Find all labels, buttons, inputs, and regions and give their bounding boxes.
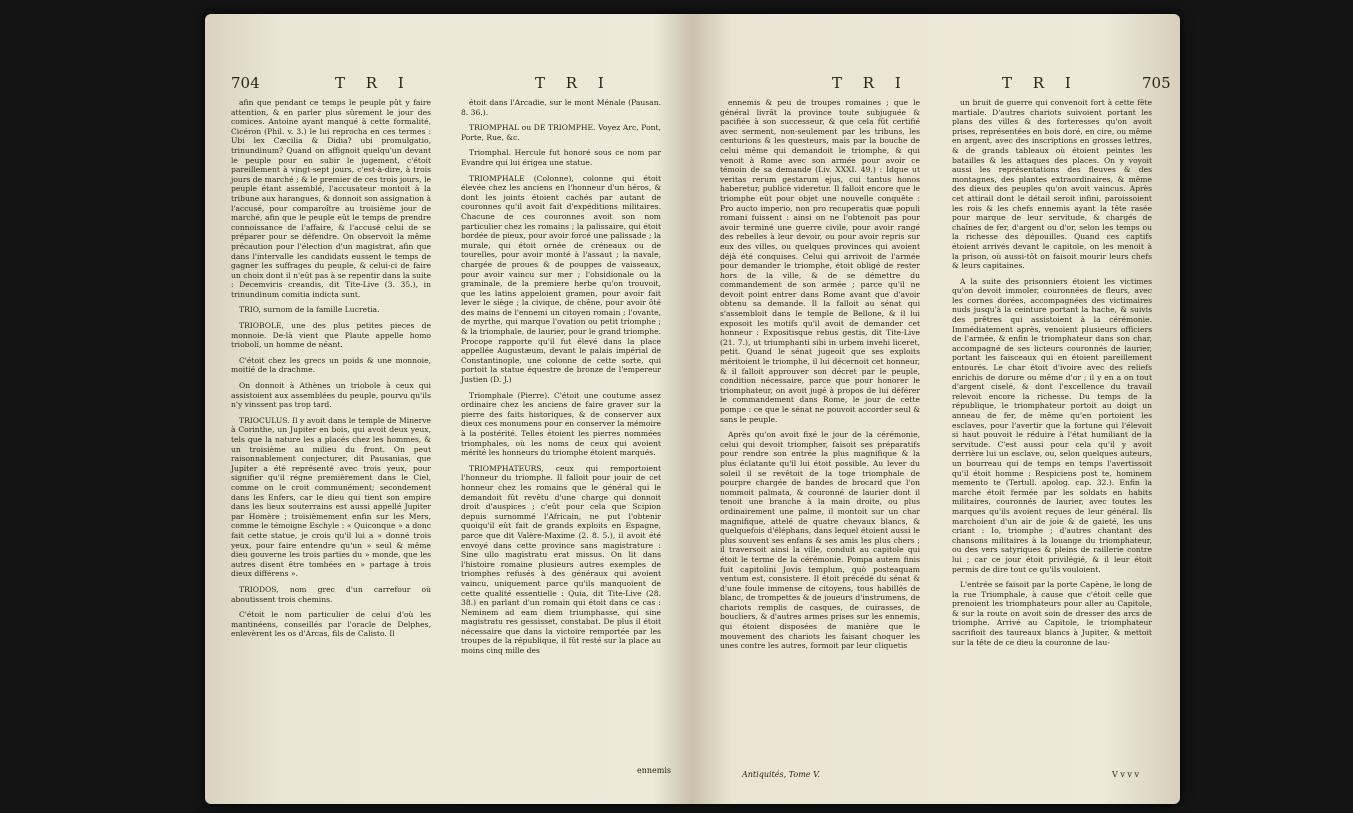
paragraph: Triomphale (Pierre). C'étoit une coutume assez ordinaire chez les anciens de faire graver sur la pierre des faits historiques, & de conserver aux dieux ces monumens pour en conserver la mémoire à la postérité. Telles étoient les pierres nommées triomphales, où les noms de ceux qui avoient mérité les honneurs du triomphe étoient marqués. [461, 390, 661, 458]
paragraph: TRIODOS, nom grec d'un carrefour où aboutissent trois chemins. [231, 584, 431, 604]
left-column-2 [461, 98, 661, 662]
catchword: ennemis [637, 766, 672, 775]
paragraph: C'étoit le nom particulier de celui d'où les mantinéens, conseillés par l'oracle de Delphes, enlevèrent les os d'Arcas, fils de Calisto. Il [231, 610, 431, 639]
left-page [205, 14, 683, 804]
right-header-2: T R I [1002, 74, 1079, 92]
paragraph: afin que pendant ce temps le peuple pût y faire attention, & en parler plus sûrement le jour des comices. Antoine ayant manqué à cette formalité, Cicéron (Phil. v. 3.) le lui reprocha en ces termes : Ubi lex Cæcilia & Didia? ubi promulgatio, trinundinum? Quand on affignoit quelqu'un devant le peuple pour en subir le jugement, c'étoit pareillement à vingt-sept jours, c'est-à-dire, à trois jours de marché ; & le premier de ces trois jours, le peuple étant assemblé, l'accusateur montoit à la tribune aux harangues, & donnoit son assignation à l'accusé, pour comparoître au troisième jour de marché, afin que le peuple eût le temps de prendre connoissance de l'affaire, & l'accusé celui de se préparer pour se défendre. On observoit la même précaution pour l'élection d'un magistrat, afin que dans l'intervalle les candidats eussent le temps de gagner les suffrages du peuple, & celui-ci de faire un choix dont il n'eût pas à se repentir dans la suite : Decemviris creandis, dit Tite-Live (3. 35.), in trinundinum comitia indicta sunt. [231, 98, 431, 299]
left-page-number: 704 [231, 74, 260, 92]
book-spread [205, 14, 1180, 804]
paragraph: ennemis & peu de troupes romaines ; que le général livrât la province toute subjuguée & pacifiée à son successeur, & que cela fût certifié avec serment, non-seulement par les tribuns, les centurions & les questeurs, mais par la bouche de celui même qui demandoit le triomphe, & qui venoit à Rome avec son armée pour avoir ce témoin de sa demande (Liv. XXXI. 49.) : Idque ut veritas rerum gestarum ejus, cui tantus honos haberetur, publicè videretur. Il falloit encore que le triomphe eût pour objet une nouvelle conquête : Pro aucto imperio, non pro recuperatis quæ populi romani fuissent : ainsi on ne l'obtenoit pas pour avoir terminé une guerre civile, pour avoir rangé des rebelles à leur devoir, ou pour avoir repris sur eux des villes, ou quelques provinces qui avoient déjà été conquises. Celui qui arrivoit de l'armée pour demander le triomphe, étoit obligé de rester hors de la ville, & de se démettre du commandement de son armée ; parce qu'il ne devoit point entrer dans Rome avant que d'avoir obtenu sa demande. Il la falloit au sénat qui s'assembloit dans le temple de Bellone, & il lui exposoit les motifs qu'il avoit de demander cet honneur : Expositisque rebus gestis, dit Tite-Live (21. 7.), ut triumphanti sibi in urbem invehi liceret, petit. Quand le sénat jugeoit que ses exploits méritoient le triomphe, il lui décernoit cet honneur, & il falloit approuver son décret par le peuple, condition nécessaire, parce que pour honorer le triomphateur, on avoit jugé à propos de lui déférer le commandement dans Rome, le jour de cette pompe : ce que le sénat ne pouvoit accorder seul & sans le peuple. [720, 98, 920, 424]
paragraph: L'entrée se faisoit par la porte Capène, le long de la rue Triomphale, à cause que c'étoit celle que prenoient les triomphateurs pour aller au Capitole, & sur la route on avoit soin de dresser des arcs de triomphe. Arrivé au Capitole, le triomphateur sacrifioit des taureaux blancs à Jupiter, & mettoit sur la tête de ce dieu la couronne de lau- [952, 580, 1152, 647]
paragraph: TRIOMPHAL ou DE TRIOMPHE. Voyez Arc, Pont, Porte, Rue, &c. [461, 123, 661, 142]
left-header-2: T R I [535, 74, 612, 92]
signature-mark: V v v v [1112, 770, 1139, 779]
paragraph: On donnoit à Athènes un triobole à ceux qui assistoient aux assemblées du peuple, pourvu qu'ils n'y vinssent pas trop tard. [231, 381, 431, 410]
right-page [702, 14, 1180, 804]
paragraph: TRIO, surnom de la famille Lucretia. [239, 305, 380, 315]
footer-title: Antiquités, Tome V. [742, 770, 820, 779]
left-header-1: T R I [335, 74, 412, 92]
right-column-2 [952, 98, 1152, 653]
right-column-1 [720, 98, 920, 657]
paragraph: TRIOMPHATEURS, ceux qui remportoient l'honneur du triomphe. Il falloit pour jouir de cet honneur chez les romains que le général qui le demandoit fût revêtu d'une charge qui donnoit droit d'auspices ; c'eût pour cela que Scipion depuis surnommé l'Africain, ne put l'obtenir quoiqu'il eût fait de grands exploits en Espagne, parce que dit Valère-Maxime (2. 8. 5.), il avoit été envoyé dans cette province sans magistrature : Sine ullo magistratu erat missus. On lit dans l'histoire romaine plusieurs autres exemples de triomphes refusés à des généraux qui avoient vaincu, uniquement parce qu'ils manquoient de cette qualité essentielle : Quia, dit Tite-Live (28. 38.) en parlant d'un romain qui étoit dans ce cas : Neminem ad eam diem triumphasse, qui sine magistratu res gessisset, constabat. De plus il étoit nécessaire que dans la victoire remportée par les troupes de la république, il fût resté sur la place au moins cinq mille des [461, 463, 661, 656]
paragraph: TRIOCULUS. Il y avoit dans le temple de Minerve à Corinthe, un Jupiter en bois, qui avoit deux yeux, tels que la nature les a placés chez les hommes, & un troisième au milieu du front. On peut raisonnablement conjecturer, dit Pausanias, que Jupiter a été représenté avec trois yeux, pour signifier qu'il régne premièrement dans le Ciel, comme on le croit communément; secondement dans les Enfers, car le dieu qui tient son empire dans les lieux souterrains est aussi appellé Jupiter par Homère ; troisièmement enfin sur les Mers, comme le témoigne Eschyle : « Quiconque » a donc fait cette statue, je crois qu'il lui a » donné trois yeux, pour faire entendre qu'un » seul & même dieu gouverne les trois parties du » monde, que les autres disent être tombées en » partage à trois dieux différens ». [231, 415, 431, 579]
paragraph: C'étoit chez les grecs un poids & une monnoie, moitié de la drachme. [231, 355, 431, 375]
paragraph: étoit dans l'Arcadie, sur le mont Ménale (Pausan. 8. 36.). [461, 98, 661, 117]
paragraph: TRIOMPHALE (Colonne), colonne qui étoit élevée chez les anciens en l'honneur d'un héros, & dont les joints étoient cachés par autant de couronnes qu'il avoit fait d'expéditions militaires. Chacune de ces couronnes avoit son nom particulier chez les romains ; la palissaire, qui étoit bordée de pieux, pour avoir forcé une palissade ; la murale, qui étoit ornée de créneaux ou de tourelles, pour avoir monté à l'assaut ; la navale, chargée de proues & de pouppes de vaisseaux, pour avoir vaincu sur mer ; l'obsidionale ou la graminale, de la premiere herbe qu'on trouvoit, que les latins appeloient gramen, pour avoir fait lever le siège ; la civique, de chêne, pour avoir ôté des mains de l'ennemi un citoyen romain ; l'ovante, de myrthe, qui marque l'ovation ou petit triomphe ; & la triomphale, de laurier, pour le grand triomphe. Procope rapporte qu'il fut élevé dans la place appellée Augustæum, devant le palais impérial de Constantinople, une colonne de cette sorte, qui portoit la statue équestre de bronze de l'empereur Justien (D. J.) [461, 173, 661, 385]
paragraph: un bruit de guerre qui convenoit fort à cette fête martiale. D'autres chariots suivoient portant les plans des villes & des forteresses qu'on avoit prises, représentées en bois doré, en cire, ou même en argent, avec des inscriptions en grosses lettres, & de grands tableaux où étoient peintes les batailles & les attaques des places. On y voyoit aussi les représentations des fleuves & des montagnes, des plantes extraordinaires, & même des dieux des peuples qu'on avoit vaincus. Après cet attirail dont le détail seroit infini, paroissoient les rois & les chefs ennemis ayant la tête rasée pour marque de leur servitude, & chargés de chaînes de fer, d'argent ou d'or, selon les temps ou la richesse des dépouilles. Quand ces captifs étoient arrivés devant le capitole, on les menoit à la prison, où aussi-tôt on faisoit mourir leurs chefs & leurs capitaines. [952, 98, 1152, 271]
paragraph: Après qu'on avoit fixé le jour de la cérémonie, celui qui devoit triompher, faisoit ses préparatifs pour rendre son entrée la plus magnifique & la plus éclatante qu'il lui étoit possible. Au lever du soleil il se revêtoit de la toge triomphale de pourpre chargée de bandes de brocard que l'on nommoit palmata, & couronné de laurier dont il tenoit une branche à la main droite, ou plus ordinairement une palme, il montoit sur un char magnifique, attelé de quatre chevaux blancs, & quelquefois d'éléphans, dans lequel étoient aussi le plus souvent ses enfans & ses amis les plus chers ; il traversoit ainsi la ville, conduit au capitole qui étoit le terme de la cérémonie. Pompa autem finis fuit capitolini Jovis templum, quò posteaquam ventum est, consistere. Il étoit précédé du sénat & d'une foule immense de citoyens, tous habillés de blanc, de trompettes & de joueurs d'instrumens, de chariots remplis de casques, de cuirasses, de boucliers, & d'autres armes prises sur les ennemis, qui étoient disposées de manière que le mouvement des chariots les faisant choquer les unes contre les autres, formoit par leur cliquetis [720, 430, 920, 651]
paragraph: Triomphal. Hercule fut honoré sous ce nom par Evandre qui lui érigea une statue. [461, 148, 661, 167]
left-column-1 [231, 98, 431, 645]
right-page-number: 705 [1142, 74, 1171, 92]
right-header-1: T R I [832, 74, 909, 92]
paragraph: A la suite des prisonniers étoient les victimes qu'on devoit immoler, couronnées de fleurs, avec les cornes dorées, accompagnées des victimaires nuds jusqu'à la ceinture portant la hache, & suivis des prêtres qui assistoient à la cérémonie. Immédiatement après, venoient plusieurs officiers de l'armée, & enfin le triomphateur dans son char, accompagné de ses licteurs couronnés de laurier, portant les faisceaux qui en étoient pareillement entourés. Le char étoit d'ivoire avec des reliefs enrichis de dorure ou même d'or ; il y en a on tout d'argent ciselé, & dont l'excellence du travail relevoit encore la richesse. Du temps de la république, le triomphateur portoit au doigt un anneau de fer, de même qu'en portoient les esclaves, pour l'avertir que la fortune qui l'élevoit si haut pouvoit le réduire à l'état humiliant de la servitude. C'est aussi pour cela qu'il y avoit derrière lui un esclave, ou, selon quelques auteurs, un bourreau qui de temps en temps l'avertissoit qu'il étoit homme : Respiciens post te, hominem memento te (Tertull. apolog. cap. 32.). Enfin la marche étoit fermée par les soldats en habits militaires, couronnés de laurier, avec toutes les marques qu'ils avoient reçues de leur général. Ils marchoient d'un air de joie & de gaieté, les uns criant : Io, triomphe ; d'autres chantant des chansons militaires à la louange du triomphateur, ou des vers satyriques & pleins de raillerie contre lui ; car ce jour étoit privilégié, & il leur étoit permis de dire tout ce qu'ils vouloient. [952, 276, 1152, 574]
paragraph: TRIOBOLE, une des plus petites pieces de monnoie. De-là vient que Plaute appelle homo triobolî, un homme de néant. [231, 321, 431, 350]
